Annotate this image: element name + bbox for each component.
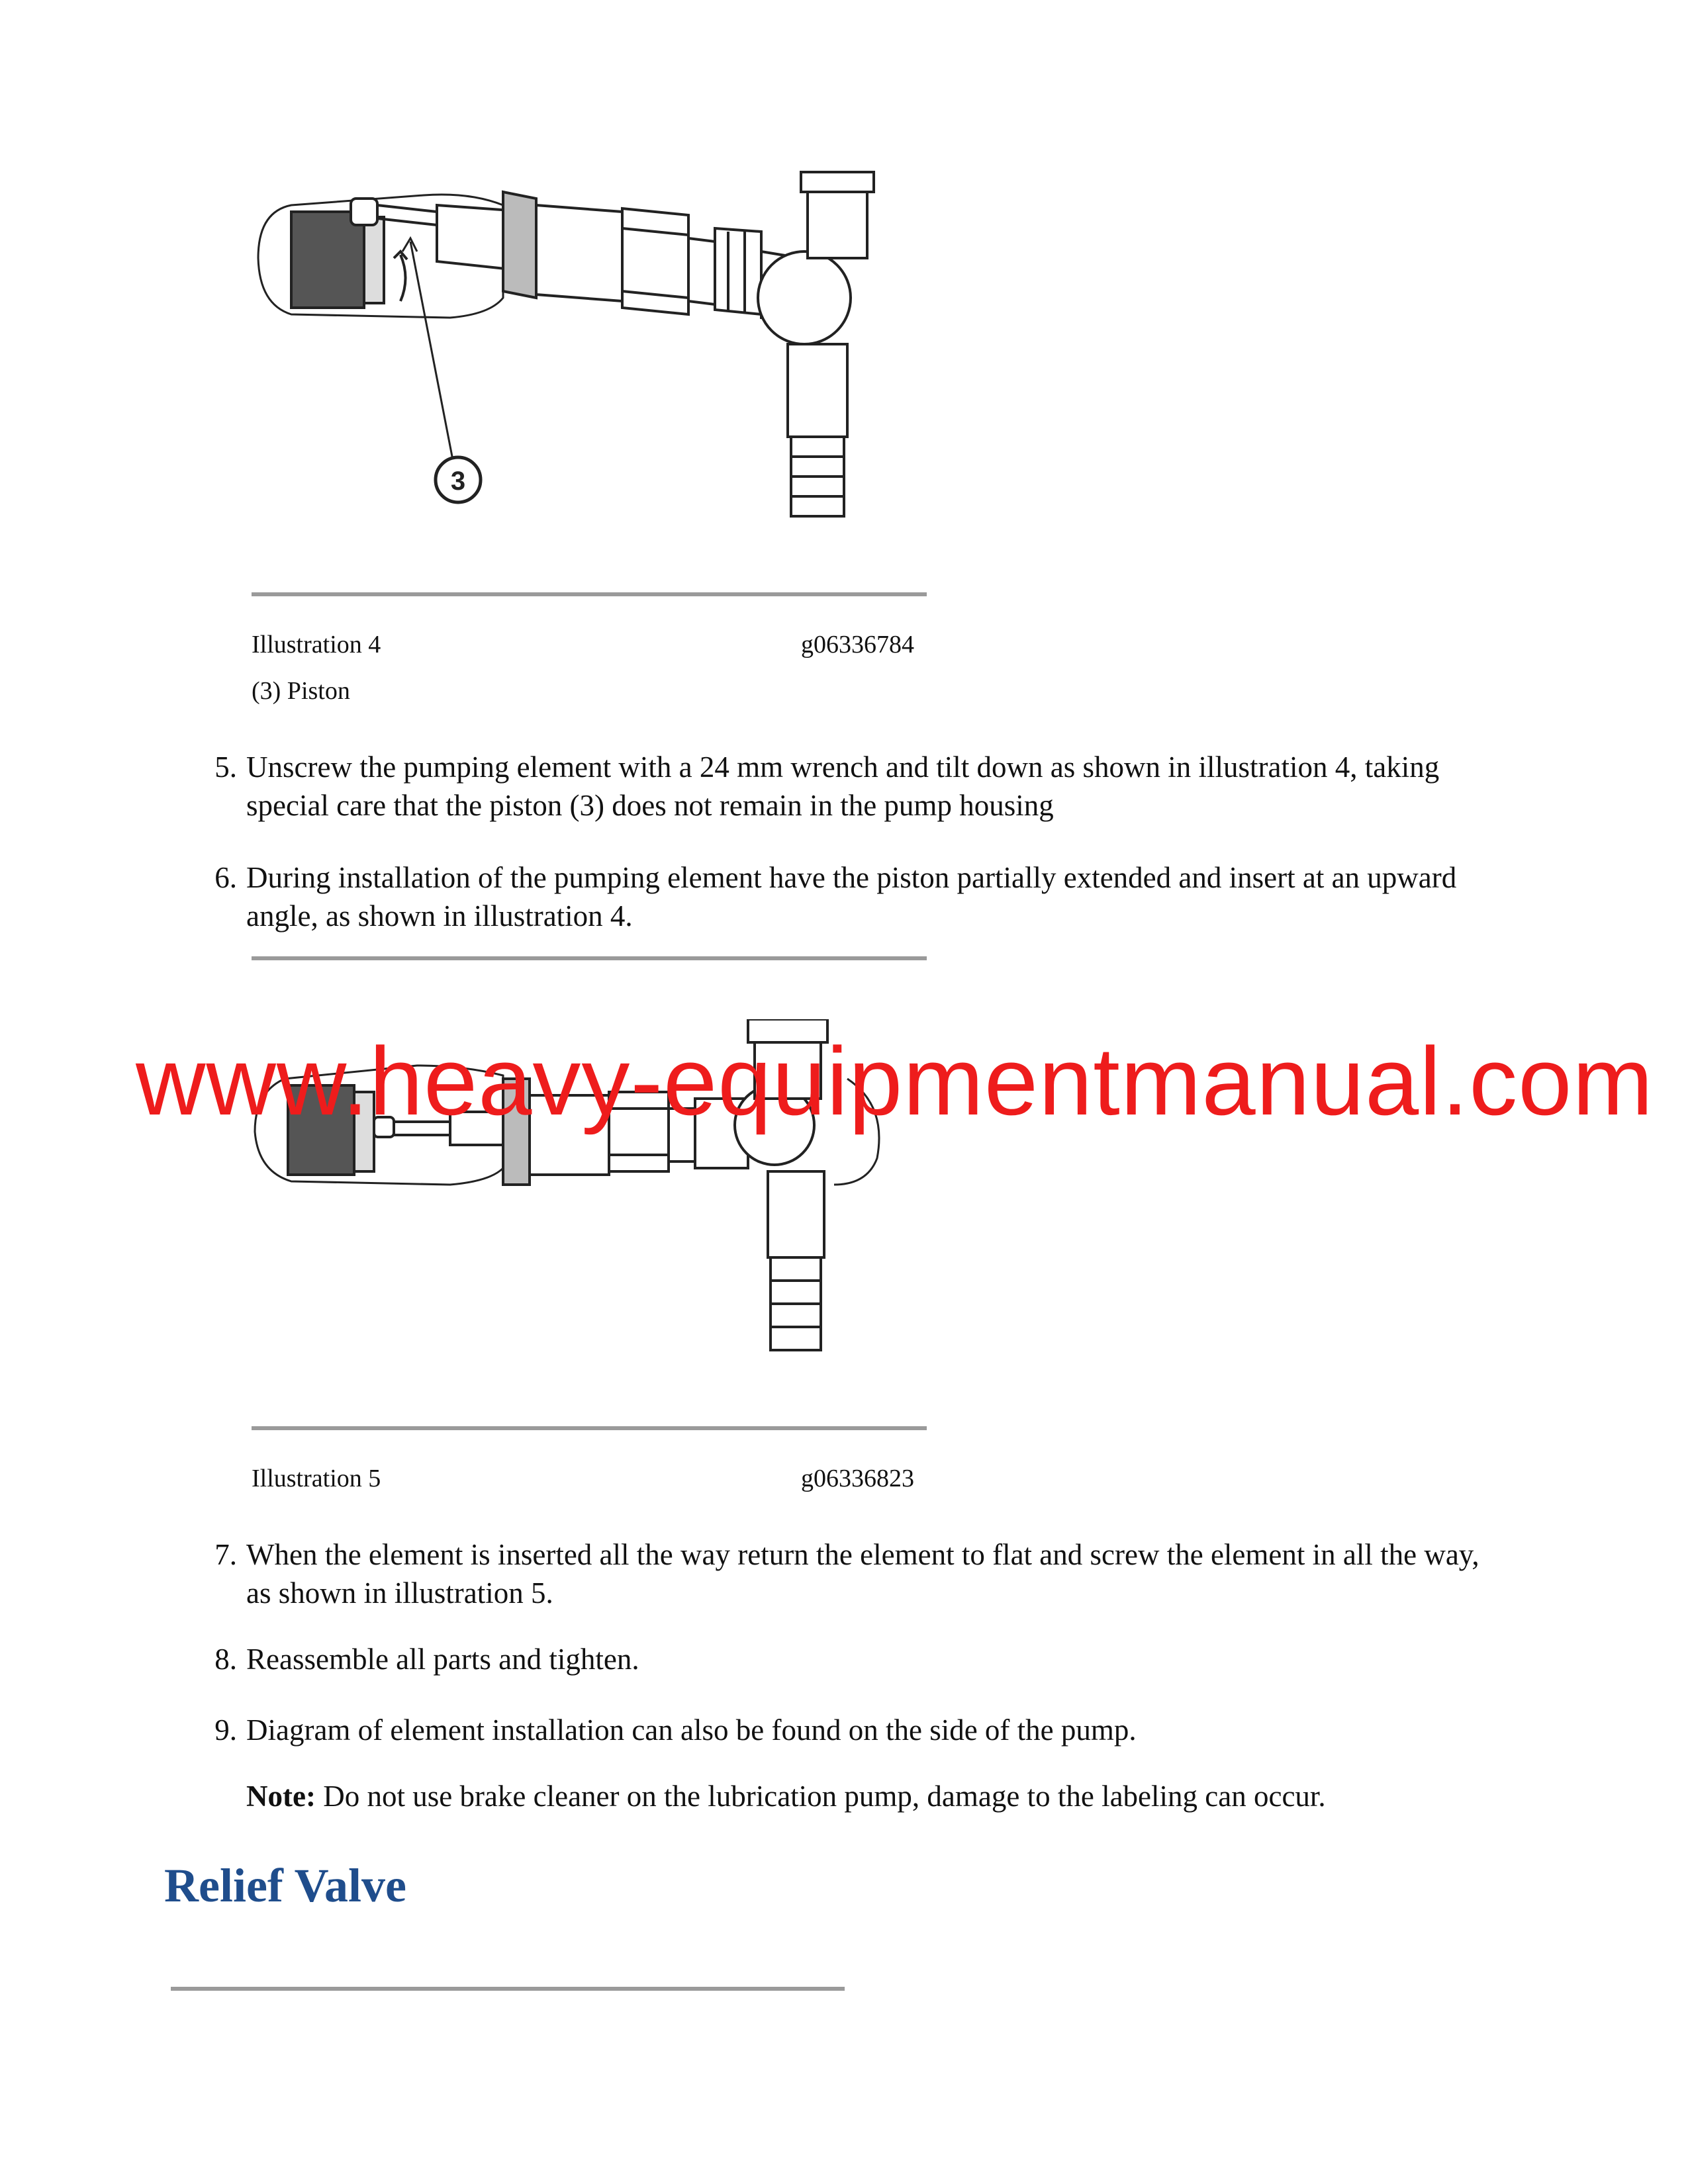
figure-5-top-rule bbox=[252, 956, 927, 960]
figure-4-rule bbox=[252, 592, 927, 596]
step-6-text: During installation of the pumping element have the piston partially extended and insert at an upward angle, as shown in illustration 4. bbox=[246, 861, 1457, 933]
step-5-text: Unscrew the pumping element with a 24 mm wrench and tilt down as shown in illustration 4, taking special care that the piston (3) does not remain in the pump housing bbox=[246, 751, 1440, 822]
step-5-number: 5. bbox=[214, 751, 237, 784]
illustration-4-code: g06336784 bbox=[801, 631, 914, 659]
figure-5-rule bbox=[252, 1426, 927, 1430]
section-rule bbox=[171, 1987, 845, 1991]
illustration-5-label: Illustration 5 bbox=[252, 1465, 381, 1492]
watermark-link[interactable]: www.heavy-equipmentmanual.com bbox=[136, 1027, 1654, 1135]
illustration-4-label: Illustration 4 bbox=[252, 631, 381, 659]
note-label: Note: bbox=[246, 1780, 316, 1813]
step-8-number: 8. bbox=[214, 1643, 237, 1676]
step-9-number: 9. bbox=[214, 1713, 237, 1747]
step-7-text: When the element is inserted all the way return the element to flat and screw the element in all the way, as shown in illustration 5. bbox=[246, 1538, 1479, 1610]
note-text: Do not use brake cleaner on the lubrication pump, damage to the labeling can occur. bbox=[315, 1780, 1326, 1813]
illustration-4-figure bbox=[252, 165, 927, 563]
section-title: Relief Valve bbox=[164, 1859, 406, 1912]
note bbox=[246, 1779, 1326, 1813]
step-8-text: Reassemble all parts and tighten. bbox=[246, 1643, 639, 1676]
step-9-text: Diagram of element installation can also be found on the side of the pump. bbox=[246, 1713, 1137, 1747]
step-6-number: 6. bbox=[214, 861, 237, 894]
illustration-5-code: g06336823 bbox=[801, 1465, 914, 1492]
callout-3: 3 bbox=[450, 467, 466, 496]
step-7-number: 7. bbox=[214, 1538, 237, 1571]
illustration-4-legend: (3) Piston bbox=[252, 677, 350, 705]
